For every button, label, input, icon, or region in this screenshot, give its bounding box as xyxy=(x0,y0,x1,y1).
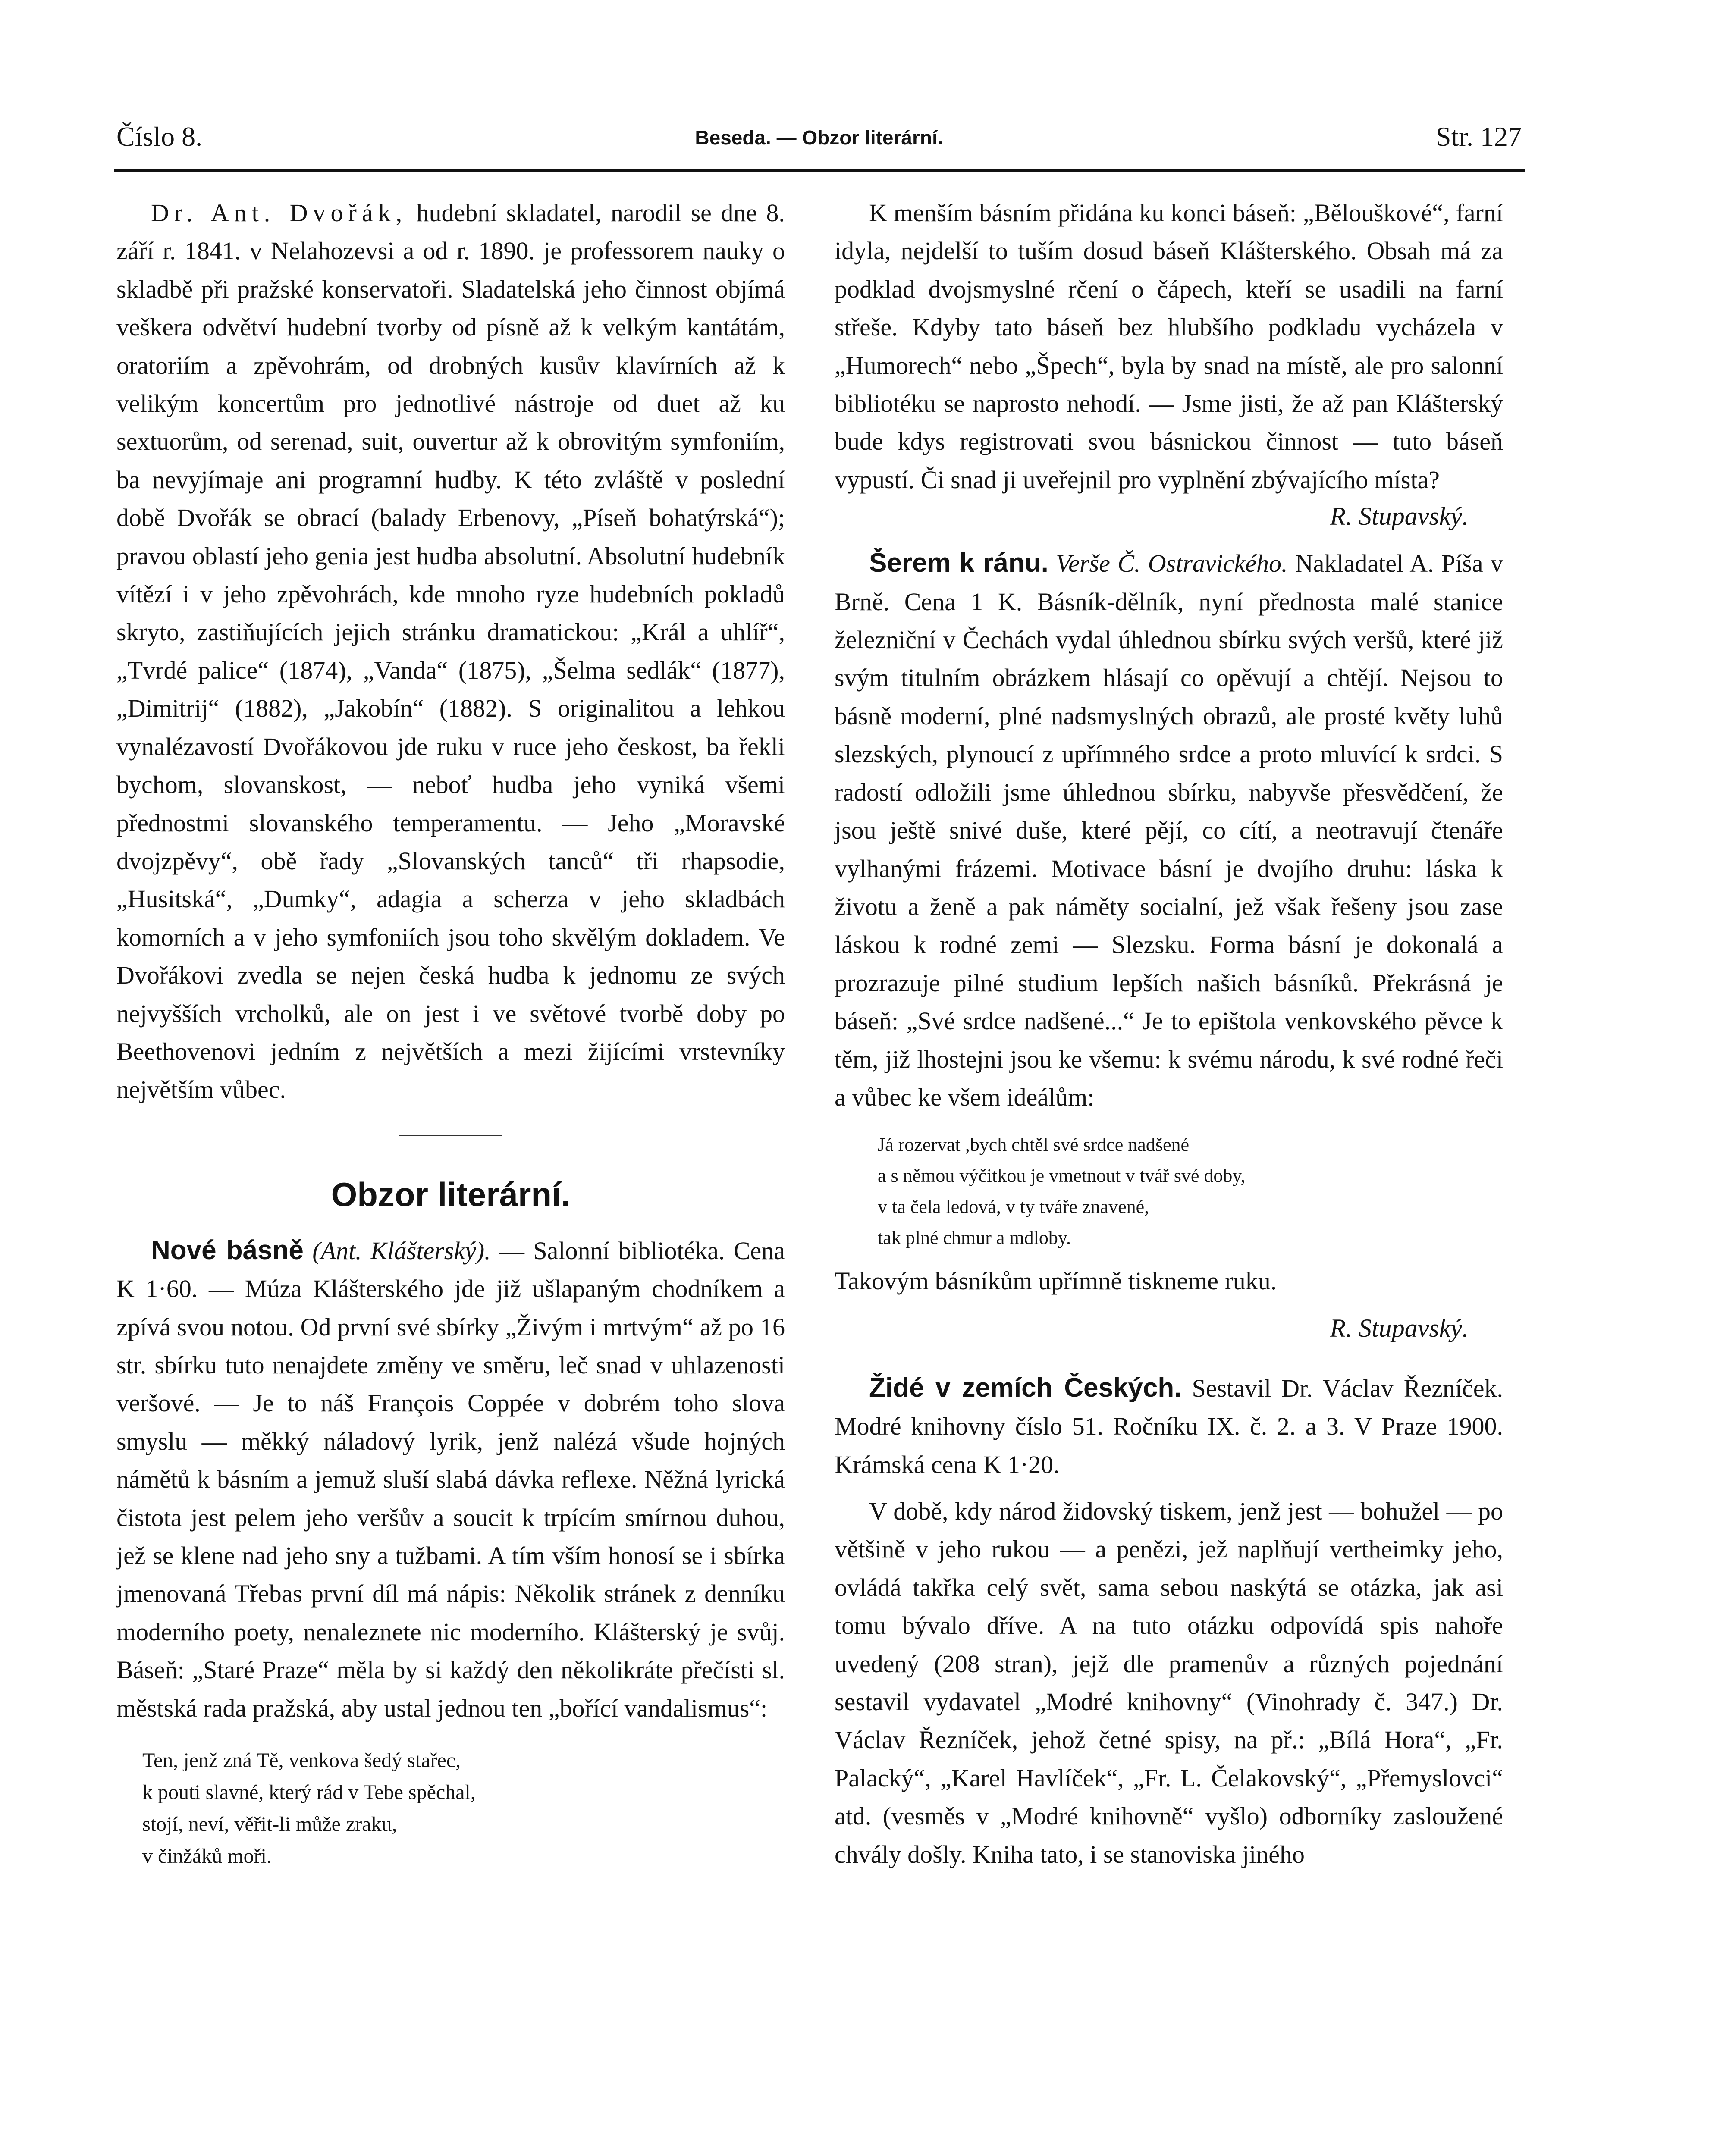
header-rule xyxy=(114,169,1525,172)
poem-line: a s němou výčitkou je vmetnout v tvář své doby, xyxy=(878,1165,1246,1187)
poem-line: v činžáků moři. xyxy=(142,1845,272,1868)
dvorak-text: hudební skladatel, narodil se dne 8. září r. 1841. v Nelahozevsi a od r. 1890. je professorem nauky o skladbě při pražské konservatoři. Sladatelská jeho činnost objímá veškera odvětví hudební tvorby od písně až k velkým kantátám, oratoriím a zpěvohrám, od drobných kusův klavírních až k velikým koncertům pro jednotlivé nástroje od duet až ku sextuorům, od serenad, suit, ouvertur až k obrovitým symfoniím, ba nevyjímaje ani programní hudby. K této zvláště v poslední době Dvořák se obrací (balady Erbenovy, „Píseň bohatýrská“); pravou oblastí jeho genia jest hudba absolutní. Absolutní hudebník vítězí i v jeho zpěvohrách, kde mnoho ryze hudebních pokladů skryto, zastiňujících jejich stránku dramatickou: „Král a uhlíř“, „Tvrdé palice“ (1874), „Vanda“ (1875), „Šelma sedlák“ (1877), „Dimitrij“ (1882), „Jakobín“ (1882). S originalitou a lehkou vynalézavostí Dvořákovou jde ruku v ruce jeho českost, ba řekli bychom, slovanskost, — neboť hudba jeho vyniká všemi přednostmi slovanského temperamentu. — Jeho „Moravské dvojzpěvy“, obě řady „Slovanských tanců“ tři rhapsodie, „Husitská“, „Dumky“, adagia a scherza v jeho skladbách komorních a v jeho symfoniích jsou toho skvělým dokladem. Ve Dvořákovi zvedla se nejen česká hudba k jednomu ze svých nejvyšších vrcholků, ale on jest i ve světové tvorbě doby po Beethovenovi jedním z největších a mezi žijícími vrstevníky největším vůbec. xyxy=(116,199,785,1104)
nove-basne-author: (Ant. Klášterský). xyxy=(312,1236,491,1265)
poem-line: tak plné chmur a mdloby. xyxy=(878,1227,1071,1249)
section-divider xyxy=(399,1135,502,1136)
poem-line: stojí, neví, věřit-li může zraku, xyxy=(142,1813,397,1836)
poem-line: Ten, jenž zná Tě, venkova šedý stařec, xyxy=(142,1749,461,1772)
serem-text: Nakladatel A. Píša v Brně. Cena 1 K. Básník-dělník, nyní přednosta malé stanice železniční v Čechách vydal úhlednou sbírku svých veršů, které již svým titulním obrázkem hlásají co opěvují a chtějí. Nejsou to básně moderní, plné nadsmyslných obrazů, ale prosté květy luhů slezských, plynoucí z upřímného srdce a proto mluvící k srdci. S radostí odložili jsme úhlednou sbírku, nabyvše přesvědčení, že jsou ještě snivé duše, které pějí, co cítí, a neotravují čtenáře vylhanými frázemi. Motivace básní je dvojího druhu: láska k životu a ženě a pak náměty socialní, jež však řešeny jsou zase láskou k rodné zemi — Slezsku. Forma básní je dokonalá a prozrazuje pilné studium lepších našich básníků. Překrásná je báseň: „Své srdce nadšené...“ Je to epištola venkovského pěvce k těm, již lhostejni jsou ke všemu: k svému národu, k své rodné řeči a vůbec ke všem ideálům: xyxy=(835,549,1504,1111)
signature: R. Stupavský. xyxy=(1330,1313,1469,1342)
running-title: Beseda. — Obzor literární. xyxy=(695,126,943,149)
section-title: Obzor literární. xyxy=(331,1175,571,1213)
serem-poem xyxy=(835,1129,1503,1253)
poem-line: v ta čela ledová, v ty tváře znavené, xyxy=(878,1196,1149,1218)
zide-title: Židé v zemích Českých. xyxy=(869,1373,1182,1403)
serem-title: Šerem k ránu. xyxy=(869,548,1048,578)
poem-line: k pouti slavné, který rád v Tebe spěchal, xyxy=(142,1781,476,1804)
page-number: Str. 127 xyxy=(1435,121,1522,152)
zide-review xyxy=(835,1369,1503,1484)
zide-text: Sestavil Dr. Václav Řezníček. Modré knihovny číslo 51. Ročníku IX. č. 2. a 3. V Praze 1900. Krámská cena K 1·20. xyxy=(835,1374,1503,1479)
signature: R. Stupavský. xyxy=(1330,502,1469,531)
belouskove-paragraph: K menším básním přidána ku konci báseň: „Bělouškové“, farní idyla, nejdelší to tuším dosud báseň Klášterského. Obsah má za podklad dvojsmyslné rčení o čápech, kteří se usadili na farní střeše. Kdyby tato báseň bez hlubšího podkladu vycházela v „Humorech“ nebo „Špech“, byla by snad na místě, ale pro salonní bibliotéku se naprosto nehodí. — Jsme jisti, že až pan Klášterský bude kdys registrovati svou básnickou činnost — tuto báseň vypustí. Či snad ji uveřejnil pro vyplnění zbývajícího místa? xyxy=(835,199,1503,494)
dvorak-name: Dr. Ant. Dvořák, xyxy=(151,199,408,227)
serem-subtitle: Verše Č. Ostravického. xyxy=(1056,549,1288,578)
nove-basne-poem xyxy=(116,1745,785,1872)
serem-review xyxy=(835,544,1503,1116)
nove-basne-title: Nové básně xyxy=(151,1235,304,1265)
serem-closing: Takovým básníkům upřímně tiskneme ruku. xyxy=(835,1267,1277,1295)
issue-number: Číslo 8. xyxy=(116,121,203,152)
poem-line: Já rozervat ,bych chtěl své srdce nadšené xyxy=(878,1134,1190,1156)
right-column xyxy=(835,194,1503,1874)
page-header xyxy=(116,121,1522,168)
nove-basne-text: — Salonní bibliotéka. Cena K 1·60. — Múza Klášterského jde již ušlapaným chodníkem a zpívá svou notou. Od první své sbírky „Živým i mrtvým“ až po 16 str. sbírku tuto nenajdete změny ve směru, leč snad v uhlazenosti veršové. — Je to náš François Coppée v dobrém toho slova smyslu — měkký náladový lyrik, jenž nalézá všude hojných námětů k básním a jemuž sluší slabá dávka reflexe. Něžná lyrická čistota jest pelem jeho veršův a soucit k trpícím smírnou duhou, jež se klene nad jeho sny a tužbami. A tím vším honosí se i sbírka jmenovaná Třebas první díl má nápis: Několik stránek z denníku moderního poety, nenaleznete nic moderního. Klášterský je svůj. Báseň: „Staré Praze“ měla by si každý den několikráte přečísti sl. městská rada pražská, aby ustal jednou ten „bořící vandalismus“: xyxy=(116,1236,785,1722)
left-column xyxy=(116,194,785,1872)
zide-paragraph: V době, kdy národ židovský tiskem, jenž jest — bohužel — po většině v jeho rukou — a penězi, jež naplňují vertheimky jeho, ovládá takřka celý svět, sama sebou naskýtá se otázka, jak asi tomu bývalo dříve. A na tuto otázku odpovídá spis nahoře uvedený (208 stran), jejž dle pramenův a různých pojednání sestavil vydavatel „Modré knihovny“ (Vinohrady č. 347.) Dr. Václav Řezníček, jehož četné spisy, na př.: „Bílá Hora“, „Fr. Palacký“, „Karel Havlíček“, „Fr. L. Čelakovský“, „Přemyslovci“ atd. (vesměs v „Modré knihovně“ vyšlo) odborníky zasloužené chvály došly. Kniha tato, i se stanoviska jiného xyxy=(835,1497,1503,1868)
nove-basne-review xyxy=(116,1232,785,1727)
dvorak-article xyxy=(116,194,785,1109)
